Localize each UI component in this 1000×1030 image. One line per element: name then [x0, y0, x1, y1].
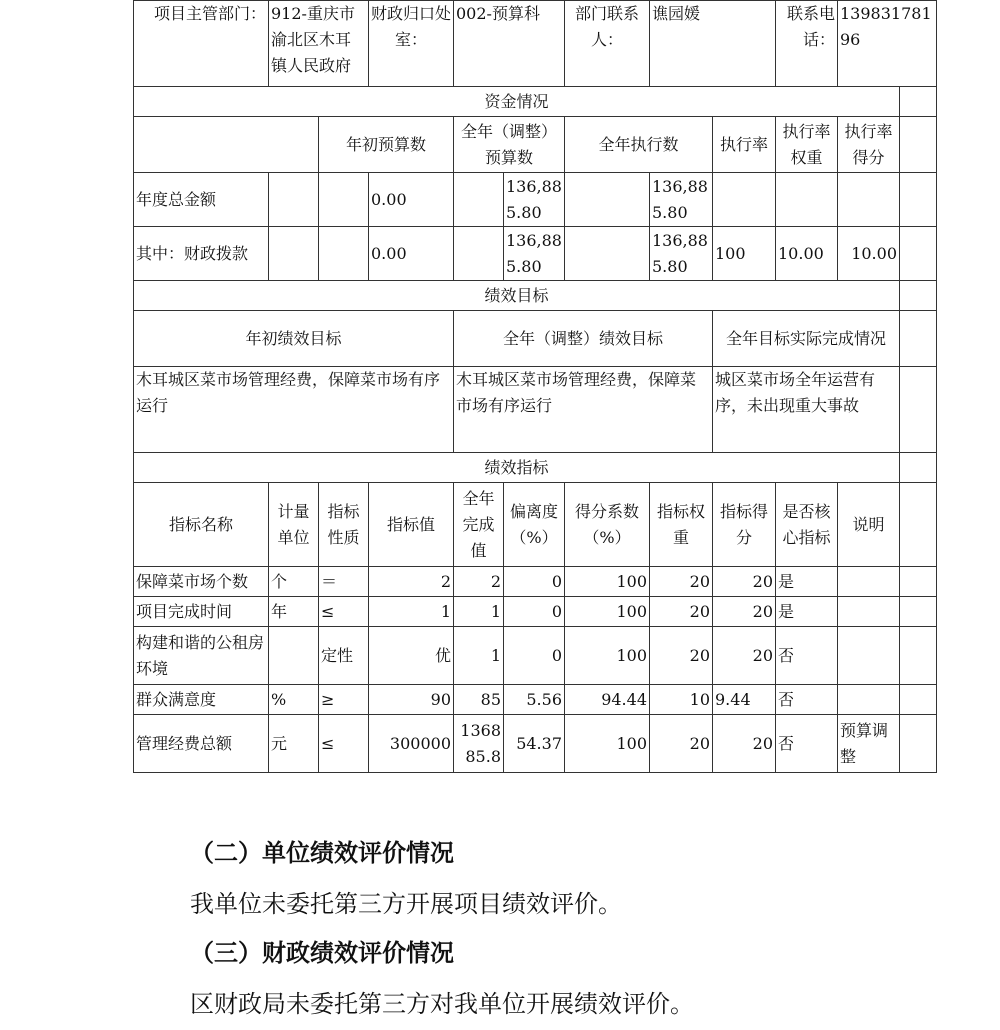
goals-initial-text: 木耳城区菜市场管理经费，保障菜市场有序运行	[134, 367, 454, 453]
funds-col-rate: 执行率	[713, 117, 776, 173]
funds-row-name: 年度总金额	[134, 173, 269, 227]
ind-row-score: 20	[713, 597, 776, 627]
ind-row-unit: 年	[269, 597, 319, 627]
funds-row-executed: 136,885.80	[650, 227, 713, 281]
ind-row-weight: 20	[650, 597, 713, 627]
funds-col-executed: 全年执行数	[565, 117, 713, 173]
office-value: 002-预算科	[454, 1, 565, 87]
ind-row-value: 2	[369, 567, 454, 597]
ind-row-core: 否	[776, 715, 838, 773]
ind-row-name: 构建和谐的公租房环境	[134, 627, 269, 685]
goals-col-actual: 全年目标实际完成情况	[713, 311, 900, 367]
funds-row-rate	[713, 173, 776, 227]
funds-row-score: 10.00	[838, 227, 900, 281]
dept-label: 项目主管部门：	[134, 1, 269, 87]
ind-header-weight: 指标权重	[650, 483, 713, 567]
ind-header-score: 指标得分	[713, 483, 776, 567]
ind-row-unit: %	[269, 685, 319, 715]
ind-header-completed: 全年完成值	[454, 483, 504, 567]
ind-row-name: 管理经费总额	[134, 715, 269, 773]
funds-row-initial: 0.00	[369, 173, 454, 227]
ind-row-nature: ≤	[319, 597, 369, 627]
ind-row-nature: ≥	[319, 685, 369, 715]
ind-header-value: 指标值	[369, 483, 454, 567]
ind-row-coef: 100	[565, 597, 650, 627]
section-heading-finance-evaluation: （三）财政绩效评价情况	[190, 938, 454, 967]
ind-row-deviation: 0	[504, 627, 565, 685]
funds-row-weight: 10.00	[776, 227, 838, 281]
ind-row-core: 是	[776, 567, 838, 597]
ind-row-score: 9.44	[713, 685, 776, 715]
ind-row-completed: 85	[454, 685, 504, 715]
ind-row-weight: 20	[650, 627, 713, 685]
goals-actual-text: 城区菜市场全年运营有序，未出现重大事故	[713, 367, 900, 453]
ind-row-core: 是	[776, 597, 838, 627]
funds-row-adjusted: 136,885.80	[504, 173, 565, 227]
ind-row-weight: 20	[650, 567, 713, 597]
funds-row-initial: 0.00	[369, 227, 454, 281]
ind-header-note: 说明	[838, 483, 900, 567]
ind-row-nature: 定性	[319, 627, 369, 685]
ind-header-coef: 得分系数（%）	[565, 483, 650, 567]
ind-row-score: 20	[713, 567, 776, 597]
dept-value: 912-重庆市渝北区木耳镇人民政府	[269, 1, 369, 87]
ind-row-coef: 100	[565, 567, 650, 597]
ind-row-unit: 个	[269, 567, 319, 597]
ind-header-nature: 指标性质	[319, 483, 369, 567]
section-heading-unit-evaluation: （二）单位绩效评价情况	[190, 838, 454, 867]
ind-row-core: 否	[776, 685, 838, 715]
ind-row-note	[838, 597, 900, 627]
ind-row-coef: 94.44	[565, 685, 650, 715]
ind-row-score: 20	[713, 715, 776, 773]
paragraph-finance-evaluation: 区财政局未委托第三方对我单位开展绩效评价。	[190, 990, 694, 1018]
ind-row-value: 90	[369, 685, 454, 715]
ind-row-score: 20	[713, 627, 776, 685]
ind-row-completed: 136885.8	[454, 715, 504, 773]
paragraph-unit-evaluation: 我单位未委托第三方开展项目绩效评价。	[190, 890, 622, 918]
contact-value: 谯园媛	[650, 1, 776, 87]
funds-row-weight	[776, 173, 838, 227]
ind-header-deviation: 偏离度（%）	[504, 483, 565, 567]
goals-adjusted-text: 木耳城区菜市场管理经费，保障菜市场有序运行	[454, 367, 713, 453]
goals-section-title: 绩效目标	[134, 281, 900, 311]
ind-row-value: 300000	[369, 715, 454, 773]
ind-header-core: 是否核心指标	[776, 483, 838, 567]
ind-row-core: 否	[776, 627, 838, 685]
funds-col-weight: 执行率权重	[776, 117, 838, 173]
ind-row-value: 1	[369, 597, 454, 627]
indicators-section-title: 绩效指标	[134, 453, 900, 483]
phone-label: 联系电话：	[776, 1, 838, 87]
ind-row-note	[838, 685, 900, 715]
ind-row-completed: 1	[454, 597, 504, 627]
performance-table	[133, 0, 937, 773]
ind-row-name: 保障菜市场个数	[134, 567, 269, 597]
funds-row-adjusted: 136,885.80	[504, 227, 565, 281]
funds-col-adjusted: 全年（调整）预算数	[454, 117, 565, 173]
ind-row-nature: ＝	[319, 567, 369, 597]
funds-col-initial: 年初预算数	[319, 117, 454, 173]
ind-row-coef: 100	[565, 627, 650, 685]
office-label: 财政归口处室：	[369, 1, 454, 87]
ind-row-deviation: 0	[504, 567, 565, 597]
ind-row-name: 项目完成时间	[134, 597, 269, 627]
goals-col-adjusted: 全年（调整）绩效目标	[454, 311, 713, 367]
ind-row-value: 优	[369, 627, 454, 685]
ind-row-deviation: 54.37	[504, 715, 565, 773]
ind-row-unit: 元	[269, 715, 319, 773]
ind-row-deviation: 0	[504, 597, 565, 627]
funds-row-name: 其中：财政拨款	[134, 227, 269, 281]
funds-col-score: 执行率得分	[838, 117, 900, 173]
phone-value: 13983178196	[838, 1, 937, 87]
ind-row-deviation: 5.56	[504, 685, 565, 715]
ind-row-coef: 100	[565, 715, 650, 773]
ind-header-unit: 计量单位	[269, 483, 319, 567]
funds-row-score	[838, 173, 900, 227]
ind-row-name: 群众满意度	[134, 685, 269, 715]
funds-row-rate: 100	[713, 227, 776, 281]
ind-row-unit	[269, 627, 319, 685]
ind-row-weight: 10	[650, 685, 713, 715]
contact-label: 部门联系人：	[565, 1, 650, 87]
goals-col-initial: 年初绩效目标	[134, 311, 454, 367]
ind-row-note: 预算调整	[838, 715, 900, 773]
ind-row-weight: 20	[650, 715, 713, 773]
ind-row-completed: 2	[454, 567, 504, 597]
funds-section-title: 资金情况	[134, 87, 900, 117]
funds-row-executed: 136,885.80	[650, 173, 713, 227]
ind-row-note	[838, 627, 900, 685]
ind-row-completed: 1	[454, 627, 504, 685]
ind-header-name: 指标名称	[134, 483, 269, 567]
ind-row-nature: ≤	[319, 715, 369, 773]
ind-row-note	[838, 567, 900, 597]
